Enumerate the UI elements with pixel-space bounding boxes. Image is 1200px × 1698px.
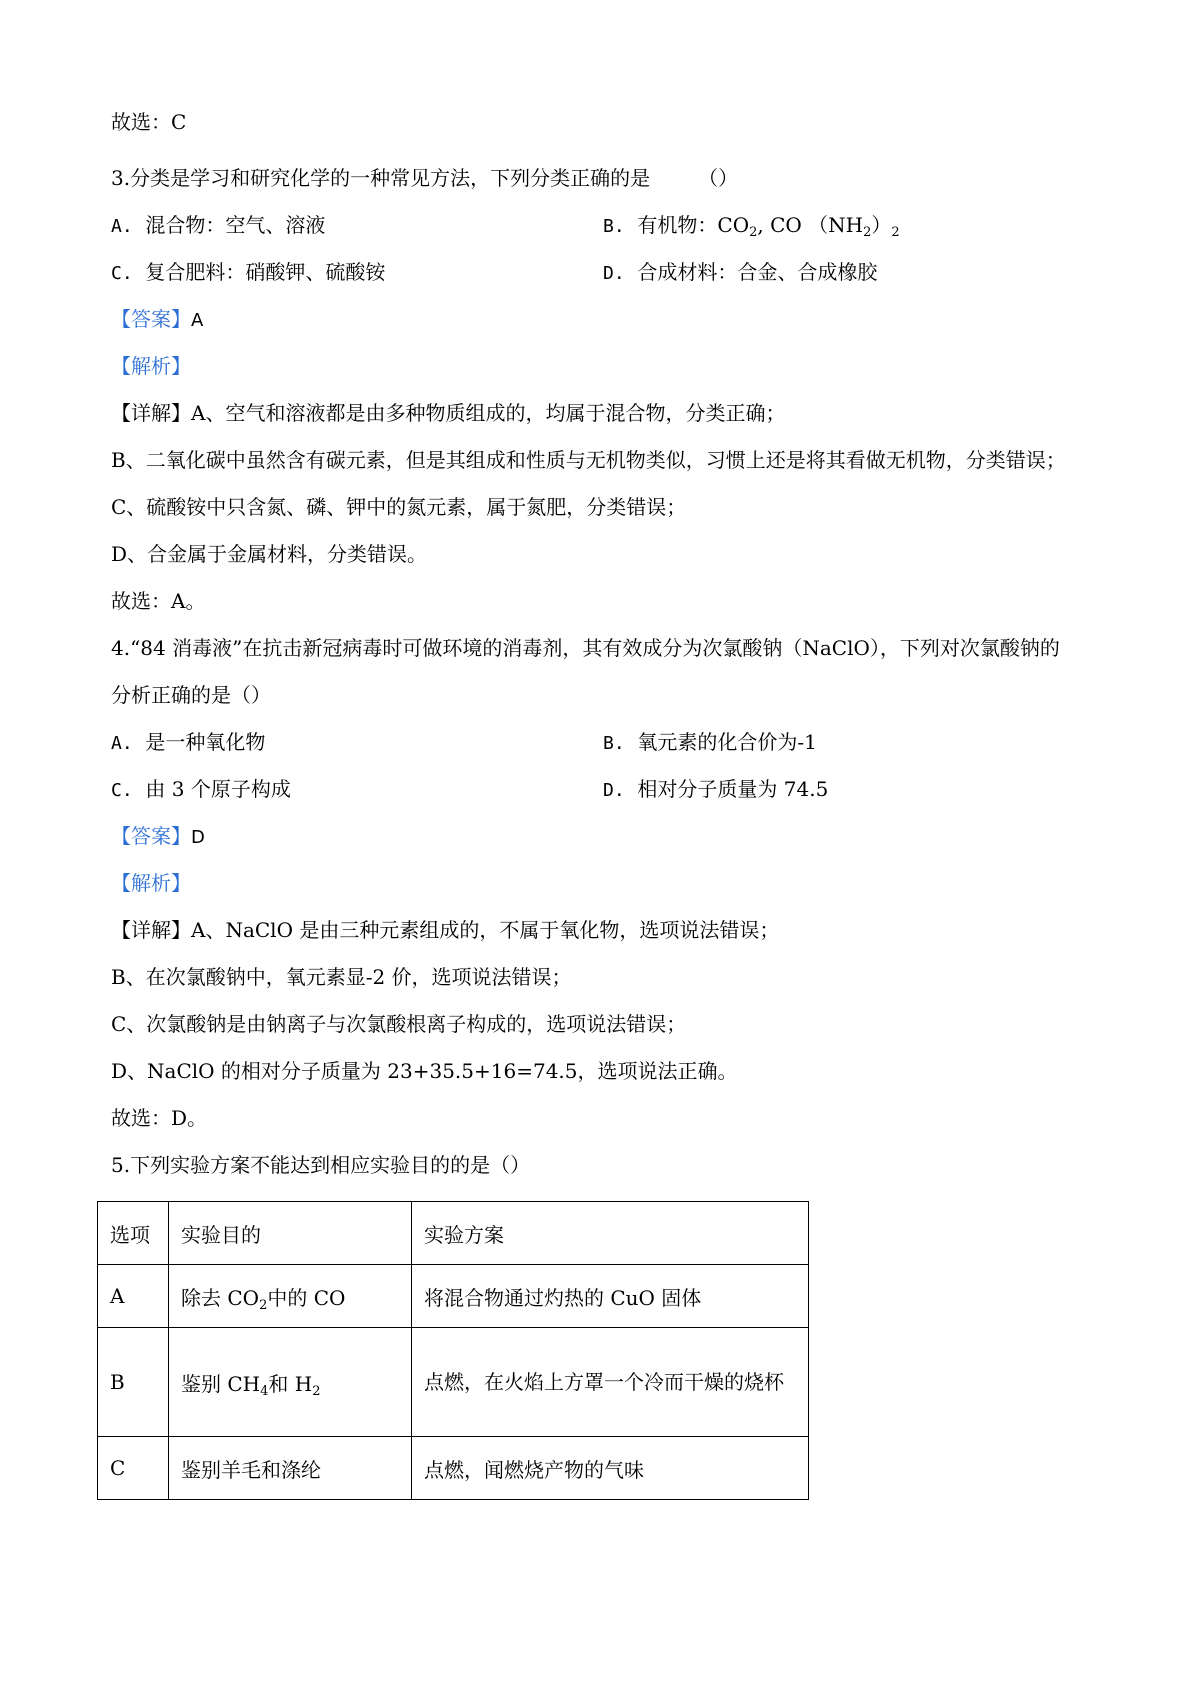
q3-option-b-sub1: 2 — [749, 225, 758, 240]
table-row — [98, 1265, 809, 1328]
q3-option-b-text-mid: , CO （NH — [757, 213, 864, 237]
q4-detail-a-text: A、NaClO 是由三种元素组成的，不属于氧化物，选项说法错误； — [191, 918, 780, 942]
row-b-option: B — [98, 1328, 169, 1437]
q4-option-c-text: 由 3 个原子构成 — [145, 777, 291, 801]
q4-option-a-text: 是一种氧化物 — [145, 730, 266, 754]
q4-option-d — [603, 775, 828, 805]
q3-conclusion: 故选：A。 — [111, 589, 206, 613]
q3-answer-label: 【答案】 — [111, 307, 191, 331]
row-b-goal-mid: 和 H — [268, 1371, 313, 1396]
q3-option-b-text-post: ） — [871, 213, 892, 237]
row-c-plan: 点燃，闻燃烧产物的气味 — [412, 1437, 809, 1500]
row-b-goal-sub1: 4 — [260, 1383, 269, 1399]
q4-detail-a — [111, 916, 779, 944]
q3-detail-b: B、二氧化碳中虽然含有碳元素，但是其组成和性质与无机物类似，习惯上还是将其看做无机物，分类错误； — [111, 448, 1066, 472]
q5-experiment-table — [97, 1201, 809, 1500]
q3-option-a — [111, 211, 325, 241]
row-a-goal-post: 中的 CO — [267, 1285, 346, 1310]
q4-option-c — [111, 775, 291, 805]
q4-detail-c: C、次氯酸钠是由钠离子与次氯酸根离子构成的，选项说法错误； — [111, 1012, 687, 1036]
q3-option-d — [603, 258, 877, 288]
q4-answer — [111, 822, 205, 852]
q4-option-d-text: 相对分子质量为 74.5 — [637, 777, 829, 801]
table-row — [98, 1328, 809, 1437]
q3-option-b-sub2: 2 — [863, 225, 872, 240]
q3-option-b-text-pre: 有机物：CO — [637, 213, 750, 237]
q4-detail-label: 【详解】 — [111, 918, 191, 942]
q3-option-b — [603, 211, 900, 241]
q3-option-d-text: 合成材料：合金、合成橡胶 — [637, 260, 878, 284]
q3-stem — [111, 164, 738, 192]
q4-answer-label: 【答案】 — [111, 824, 191, 848]
table-header-row — [98, 1202, 809, 1265]
q3-option-a-text: 混合物：空气、溶液 — [145, 213, 326, 237]
q4-option-b-letter: B. — [603, 733, 625, 754]
row-c-goal: 鉴别羊毛和涤纶 — [169, 1437, 412, 1500]
q3-detail-c: C、硫酸铵中只含氮、磷、钾中的氮元素，属于氮肥，分类错误； — [111, 495, 687, 519]
q4-analysis-label: 【解析】 — [111, 871, 191, 895]
q3-option-c — [111, 258, 385, 288]
q3-option-b-sub3: 2 — [891, 225, 900, 240]
q3-paren: （） — [698, 166, 739, 190]
table-header-option: 选项 — [98, 1202, 169, 1265]
q3-option-a-letter: A. — [111, 216, 133, 237]
row-b-goal — [169, 1328, 412, 1437]
row-b-goal-pre: 鉴别 CH — [181, 1371, 261, 1396]
row-a-goal-sub: 2 — [259, 1297, 268, 1313]
q5-stem: 5.下列实验方案不能达到相应实验目的的是（） — [111, 1153, 531, 1177]
q3-detail-d: D、合金属于金属材料，分类错误。 — [111, 542, 428, 566]
q3-option-c-text: 复合肥料：硝酸钾、硫酸铵 — [145, 260, 386, 284]
q3-answer-value: A — [191, 310, 204, 331]
q4-option-a — [111, 728, 265, 758]
q3-analysis-label: 【解析】 — [111, 354, 191, 378]
q3-option-c-letter: C. — [111, 263, 133, 284]
table-header-plan: 实验方案 — [412, 1202, 809, 1265]
q4-option-b-text: 氧元素的化合价为-1 — [637, 730, 817, 754]
row-a-goal — [169, 1265, 412, 1328]
q4-stem-line1: 4.“84 消毒液”在抗击新冠病毒时可做环境的消毒剂，其有效成分为次氯酸钠（NaClO），下列对次氯酸钠的 — [111, 636, 1060, 660]
q4-stem-line2: 分析正确的是（） — [111, 683, 271, 707]
row-a-goal-pre: 除去 CO — [181, 1285, 260, 1310]
q4-conclusion: 故选：D。 — [111, 1106, 208, 1130]
row-b-goal-sub2: 2 — [312, 1383, 321, 1399]
q4-option-b — [603, 728, 817, 758]
q4-detail-b: B、在次氯酸钠中，氧元素显-2 价，选项说法错误； — [111, 965, 572, 989]
row-a-plan: 将混合物通过灼热的 CuO 固体 — [412, 1265, 809, 1328]
q3-answer — [111, 305, 203, 335]
q4-option-c-letter: C. — [111, 780, 133, 801]
q4-option-d-letter: D. — [603, 780, 625, 801]
row-b-plan: 点燃，在火焰上方罩一个冷而干燥的烧杯 — [412, 1328, 809, 1437]
q4-detail-d: D、NaClO 的相对分子质量为 23+35.5+16=74.5，选项说法正确。 — [111, 1059, 738, 1083]
table-row — [98, 1437, 809, 1500]
row-c-option: C — [98, 1437, 169, 1500]
q4-option-a-letter: A. — [111, 733, 133, 754]
q3-option-b-letter: B. — [603, 216, 625, 237]
q3-detail-label: 【详解】 — [111, 401, 191, 425]
q3-detail-a-text: A、空气和溶液都是由多种物质组成的，均属于混合物，分类正确； — [191, 401, 786, 425]
table-header-goal: 实验目的 — [169, 1202, 412, 1265]
q3-option-d-letter: D. — [603, 263, 625, 284]
q4-answer-value: D — [191, 827, 205, 848]
prev-conclusion: 故选：C — [111, 110, 187, 134]
q3-stem-text: 3.分类是学习和研究化学的一种常见方法，下列分类正确的是 — [111, 166, 651, 190]
row-a-option: A — [98, 1265, 169, 1328]
q3-detail-a — [111, 399, 785, 427]
